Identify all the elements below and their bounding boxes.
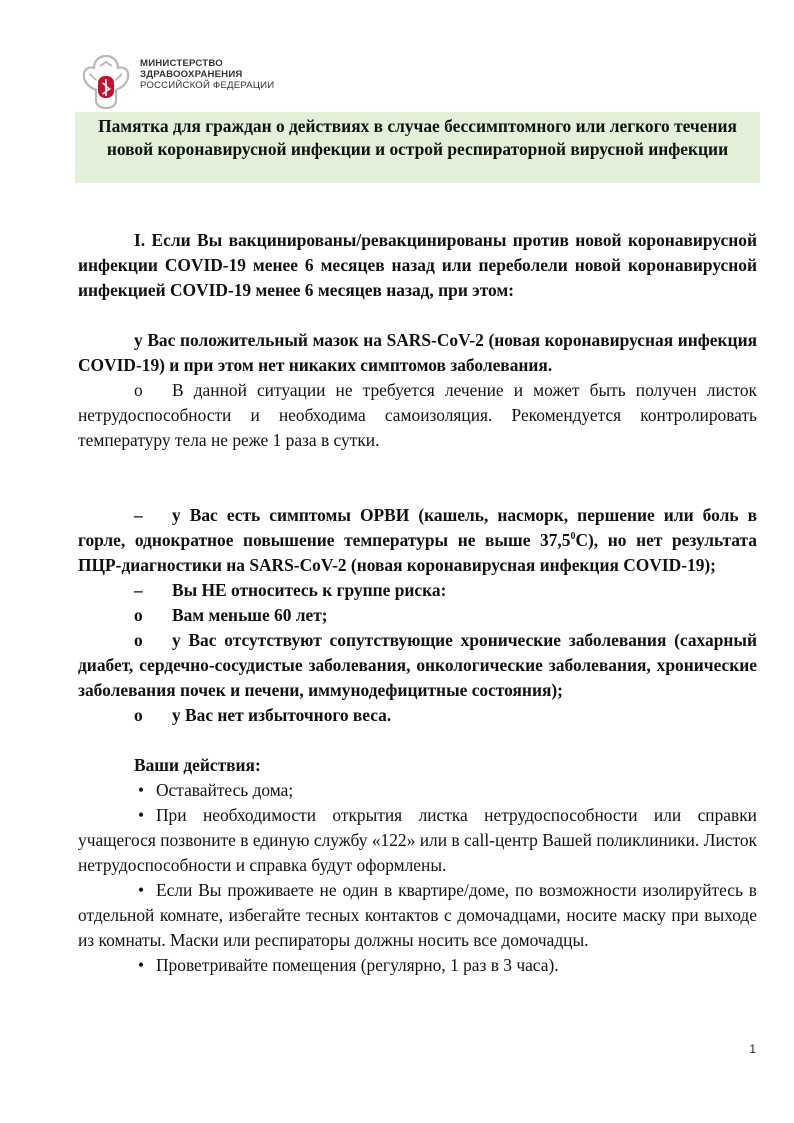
age-item: o Вам меньше 60 лет; [78, 603, 757, 628]
ministry-emblem-icon [80, 52, 132, 110]
ministry-name-line3: РОССИЙСКОЙ ФЕДЕРАЦИИ [140, 80, 275, 91]
ministry-logo [80, 52, 300, 112]
bullet-marker: • [138, 880, 145, 900]
page-number: 1 [749, 1042, 756, 1056]
case2-heading: – у Вас есть симптомы ОРВИ (кашель, насморк, першение или боль в горле, однократное повышение температуры не выше 37,5$^0$С), но нет результата ПЦР-диагностики на SARS-CoV-2 (новая коронавирусная инфекция COVID-19); [78, 505, 757, 575]
dash-marker: – [134, 580, 143, 600]
case1-heading: у Вас положительный мазок на SARS-CoV-2 (новая коронавирусная инфекция COVID-19) и при этом нет никаких симптомов заболевания. [78, 330, 757, 375]
action-item: • При необходимости открытия листка нетрудоспособности или справки учащегося позвоните в единую службу «122» или в call-центр Вашей поликлиники. Листок нетрудоспособности и справка будут оформлены. [78, 805, 757, 875]
circle-marker: o [134, 380, 143, 400]
document-body [78, 228, 757, 978]
diseases-item: o у Вас отсутствуют сопутствующие хронические заболевания (сахарный диабет, сердечно-сосудистые заболевания, онкологические заболевания, хронические заболевания почек и печени, иммунодефицитные состояния); [78, 630, 757, 700]
weight-item: o у Вас нет избыточного веса. [78, 703, 757, 728]
action-item: • Оставайтесь дома; [78, 778, 757, 803]
title-box [75, 112, 760, 183]
risk-group-item: – Вы НЕ относитесь к группе риска: [78, 578, 757, 603]
section1-number: I. [134, 230, 146, 250]
circle-marker: o [134, 705, 143, 725]
section1-heading: I. Если Вы вакцинированы/ревакцинированы против новой коронавирусной инфекции COVID-19 менее 6 месяцев назад или переболели новой коронавирусной инфекцией COVID-19 менее 6 месяцев назад, при этом: [78, 230, 757, 300]
ministry-name-line1: МИНИСТЕРСТВО [140, 58, 223, 69]
degree-sup: 0 [570, 531, 576, 543]
action-item: • Если Вы проживаете не один в квартире/доме, по возможности изолируйтесь в отдельной комнате, избегайте тесных контактов с домочадцами, носите маску при выходе из комнаты. Маски или респираторы должны носить все домочадцы. [78, 880, 757, 950]
document-title: Памятка для граждан о действиях в случае бессимптомного или легкого течения новой коронавирусной инфекции и острой респираторной вирусной инфекции [98, 116, 737, 159]
bullet-marker: • [138, 955, 145, 975]
bullet-marker: • [138, 780, 145, 800]
circle-marker: o [134, 630, 143, 650]
bullet-marker: • [138, 805, 145, 825]
ministry-name-line2: ЗДРАВООХРАНЕНИЯ [140, 69, 243, 80]
action-item: • Проветривайте помещения (регулярно, 1 раз в 3 часа). [78, 953, 757, 978]
circle-marker: o [134, 605, 143, 625]
dash-marker: – [134, 505, 143, 525]
case1-text: o В данной ситуации не требуется лечение и может быть получен листок нетрудоспособности и необходима самоизоляция. Рекомендуется контролировать температуру тела не реже 1 раза в сутки. [78, 380, 757, 450]
actions-heading: Ваши действия: [134, 755, 261, 775]
